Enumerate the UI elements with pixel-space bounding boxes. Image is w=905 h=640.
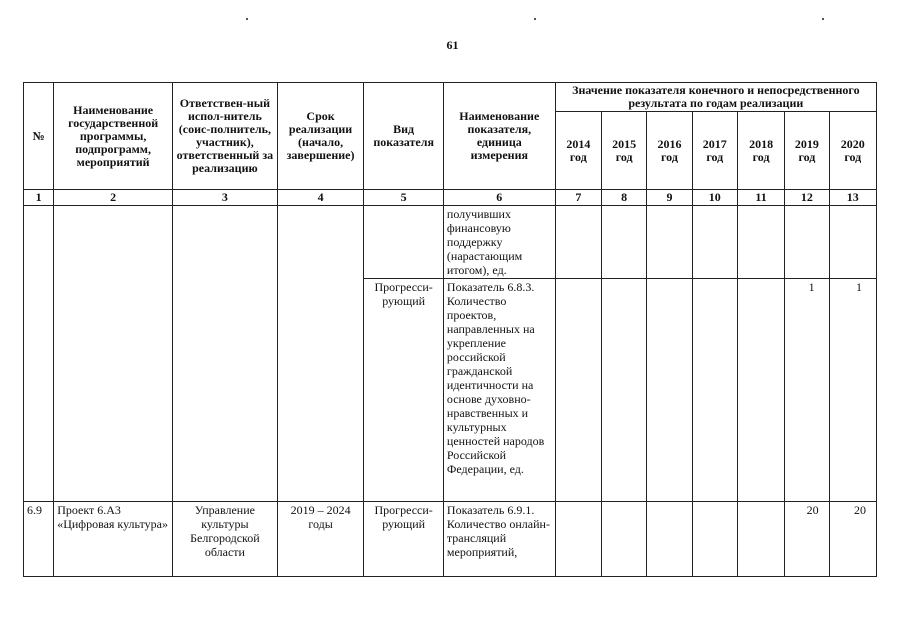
cell-value [692,206,737,279]
cell-value [692,502,737,577]
scan-dot [822,18,824,20]
cell-indicator: получивших финансовую поддержку (нарастающим итогом), ед. [443,206,555,279]
scan-dot [534,18,536,20]
header-responsible: Ответствен-ный испол-нитель (соис-полнитель, участник), ответственный за реализацию [173,83,278,190]
column-number: 7 [555,190,601,206]
column-number: 13 [829,190,876,206]
cell-value [692,279,737,502]
cell-no [24,206,54,502]
header-year: 2017 год [692,112,737,190]
cell-indicator: Показатель 6.9.1. Количество онлайн-трансляций мероприятий, [443,502,555,577]
header-values-group: Значение показателя конечного и непосредственного результата по годам реализации [555,83,876,112]
header-no: № [24,83,54,190]
header-year: 2018 год [737,112,784,190]
cell-term [277,206,364,502]
page-number: 61 [446,38,459,52]
cell-term: 2019 – 2024 годы [277,502,364,577]
cell-value [737,502,784,577]
cell-name [54,206,173,502]
column-number: 6 [443,190,555,206]
column-number: 4 [277,190,364,206]
column-number: 1 [24,190,54,206]
cell-value: 1 [785,279,829,502]
cell-value: 20 [785,502,829,577]
cell-type [364,206,444,279]
cell-value [602,279,647,502]
cell-name: Проект 6.А3 «Цифровая культура» [54,502,173,577]
cell-value [829,206,876,279]
cell-responsible [173,206,278,502]
cell-value [737,206,784,279]
cell-value [785,206,829,279]
column-number: 9 [647,190,692,206]
column-number: 11 [737,190,784,206]
header-indicator: Наименование показателя, единица измерения [443,83,555,190]
header-year: 2016 год [647,112,692,190]
column-number: 5 [364,190,444,206]
header-year: 2020 год [829,112,876,190]
cell-value [647,206,692,279]
cell-value [555,206,601,279]
header-term: Срок реализации (начало, завершение) [277,83,364,190]
scan-dot [246,18,248,20]
column-number: 10 [692,190,737,206]
table-row [24,502,877,577]
cell-value [602,206,647,279]
cell-value: 1 [829,279,876,502]
header-year: 2019 год [785,112,829,190]
cell-responsible: Управление культуры Белгородской области [173,502,278,577]
cell-value: 20 [829,502,876,577]
cell-value [555,279,601,502]
cell-value [602,502,647,577]
column-number: 3 [173,190,278,206]
header-year: 2014 год [555,112,601,190]
column-number: 12 [785,190,829,206]
indicator-table [23,82,877,577]
cell-value [647,279,692,502]
cell-type: Прогресси-рующий [364,502,444,577]
cell-value [647,502,692,577]
cell-indicator: Показатель 6.8.3. Количество проектов, направленных на укрепление российской гражданской идентичности на основе духовно-нравственных и культурных ценностей народов Российской Федерации, ед. [443,279,555,502]
header-name: Наименование государственной программы, подпрограмм, мероприятий [54,83,173,190]
header-year: 2015 год [602,112,647,190]
cell-value [737,279,784,502]
column-number: 8 [602,190,647,206]
cell-no: 6.9 [24,502,54,577]
cell-value [555,502,601,577]
header-type: Вид показателя [364,83,444,190]
column-number: 2 [54,190,173,206]
cell-type: Прогресси-рующий [364,279,444,502]
table-row [24,206,877,279]
